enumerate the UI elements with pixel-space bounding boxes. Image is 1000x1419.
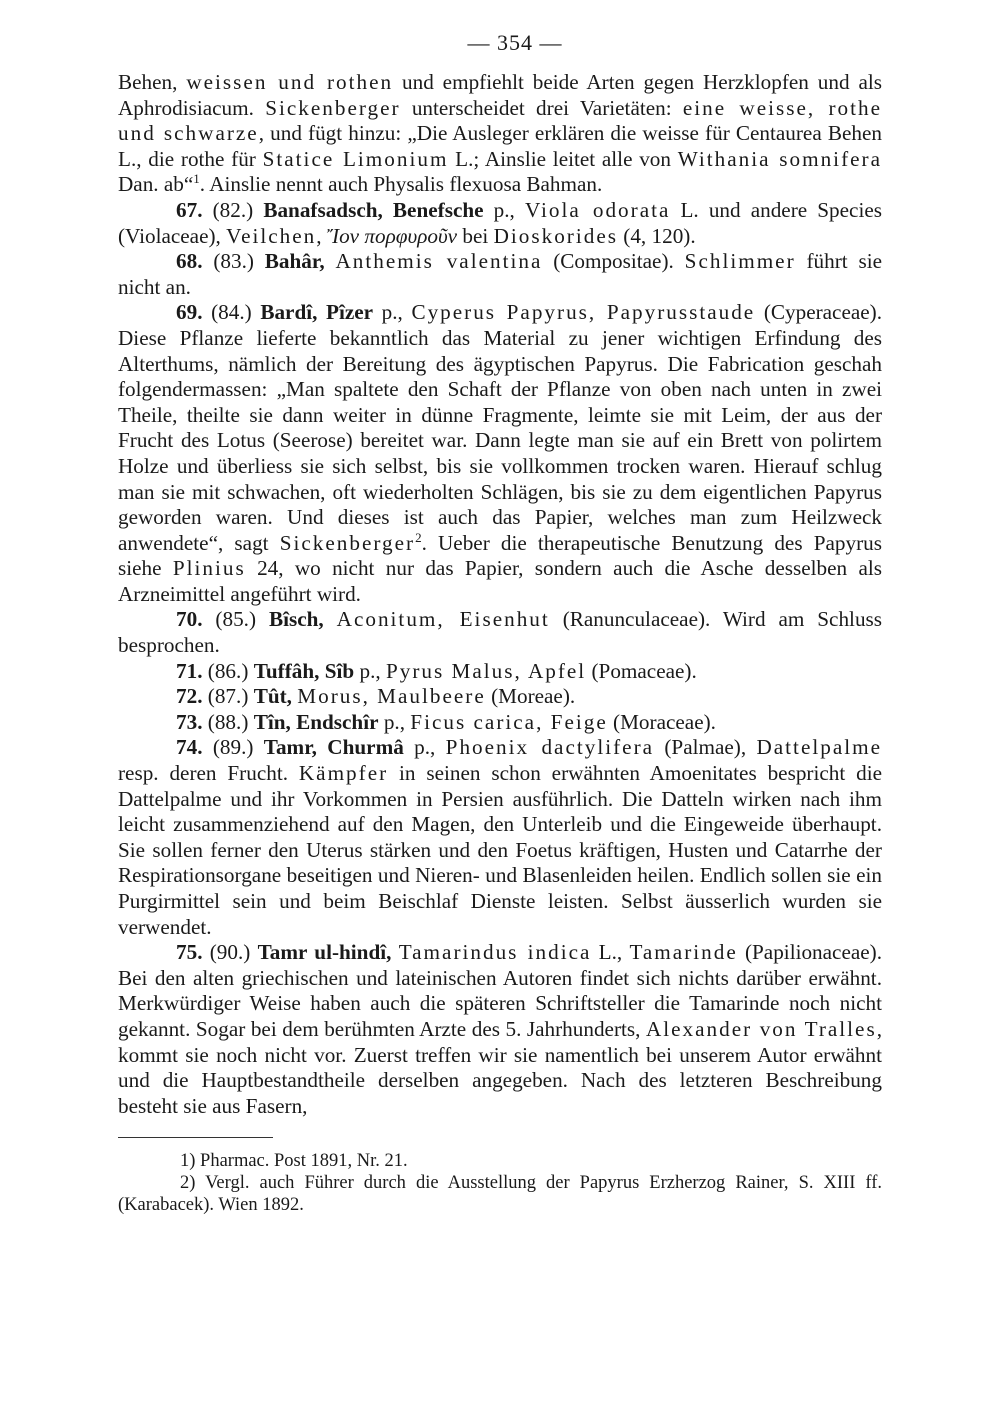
entry-number: 73. bbox=[176, 709, 203, 734]
text-run: (Papilionaceae). Bei den alten griechischen und lateinischen Autoren findet sich nichts darüber erwähnt. Merkwürdiger Weise haben auch die späteren Schriftsteller die Tamarinde noch nicht gekannt. Sogar bei dem berühmten Arzte des 5. Jahrhunderts, bbox=[118, 940, 883, 1041]
author-name: Kämpfer bbox=[298, 761, 389, 786]
entry-number: 67. bbox=[176, 197, 203, 222]
spaced-text: Tamarindus indica bbox=[398, 940, 592, 965]
text-run: (Pomaceae). bbox=[586, 658, 697, 683]
entry-headword: Tût, bbox=[253, 684, 292, 709]
entry-headword: Tuffâh, Sîb bbox=[253, 658, 355, 683]
entry-ref: (87.) bbox=[207, 684, 249, 709]
entry-68 bbox=[118, 249, 882, 300]
text-run: p., bbox=[378, 709, 411, 734]
entry-74 bbox=[118, 735, 882, 940]
text-run: (Cyperaceae). Diese Pflanze lieferte bekanntlich das Material zu jener wichtigen Erfindung des Alterthums, nämlich der Bereitung des ägyptischen Papyrus. Die Fabrication geschah folgendermassen: „Man spaltete den Schaft der Pflanze von oben nach unten in zwei Theile, theilte sie dann weiter in dünne Fragmente, leimte sie mit Leim, der aus der Frucht des Lotus (Seerose) bereitet war. Dann legte man sie auf ein Brett von polirtem Holze und überliess sie sich selbst, bis sie vollkommen trocken waren. Hierauf schlug man sie mit schwachen, oft wiederholten Schlägen, bis sie zu dem eigentlichen Papyrus geworden waren. Und dieses ist auch das Papier, welches man zum Heilzweck anwendete“, sagt bbox=[118, 300, 883, 555]
spaced-text: Statice Limonium bbox=[262, 146, 449, 171]
text-run: Ueber die therapeutische Benutzung des Papyrus siehe bbox=[118, 530, 882, 581]
spaced-text: Ficus carica, Feige bbox=[410, 709, 608, 734]
text-run: bei bbox=[457, 223, 494, 248]
spaced-text: Aconitum, Eisenhut bbox=[336, 607, 550, 632]
entry-headword: Banafsadsch, Benefsche bbox=[263, 197, 484, 222]
text-run: (Ranunculaceae). Wird am Schluss besprochen. bbox=[118, 607, 883, 658]
entry-number: 74. bbox=[176, 735, 203, 760]
spaced-text: Viola odorata bbox=[524, 197, 671, 222]
text-run: L. und andere Species (Violaceae), bbox=[118, 197, 882, 248]
author-name: Schlimmer bbox=[684, 249, 796, 274]
footnote-1: 1) Pharmac. Post 1891, Nr. 21. bbox=[180, 1151, 408, 1172]
spaced-text: Anthemis valentina bbox=[335, 249, 543, 274]
text-run: (Compositae). bbox=[542, 249, 685, 274]
entry-number: 68. bbox=[176, 249, 203, 274]
entry-67 bbox=[118, 198, 882, 249]
entry-ref: (89.) bbox=[212, 735, 254, 760]
entry-ref: (88.) bbox=[207, 709, 249, 734]
entry-ref: (90.) bbox=[209, 940, 251, 965]
text-run: resp. deren Frucht. bbox=[118, 761, 299, 786]
entry-number: 72. bbox=[176, 684, 203, 709]
entry-headword: Bardî, Pîzer bbox=[260, 300, 374, 325]
spaced-text: Pyrus Malus, Apfel bbox=[385, 658, 587, 683]
entry-headword: Bîsch, bbox=[268, 607, 324, 632]
entry-ref: (84.) bbox=[211, 300, 252, 325]
spaced-text: Cyperus Papyrus, Papyrusstaude bbox=[411, 300, 756, 325]
text-run bbox=[324, 607, 337, 631]
text-run bbox=[391, 940, 398, 964]
author-name: Sickenberger bbox=[279, 530, 416, 555]
spaced-text: Tamarinde bbox=[629, 940, 738, 965]
entry-number: 70. bbox=[176, 607, 203, 632]
entry-headword: Bahâr, bbox=[264, 249, 325, 274]
text-run: . Ainslie nennt auch Physalis flexuosa Bahman. bbox=[199, 172, 603, 197]
text-run: p., bbox=[483, 197, 525, 222]
author-name: Plinius bbox=[172, 556, 246, 581]
spaced-text: Morus, Maulbeere bbox=[297, 684, 486, 709]
greek-text: Ἴον πορφυροῦν bbox=[326, 223, 458, 248]
spaced-text: eine weisse, rothe und schwarze bbox=[118, 95, 882, 146]
text-run: . bbox=[421, 530, 427, 555]
text-run: Dan. ab“ bbox=[118, 172, 194, 197]
text-run: Behen, bbox=[118, 70, 187, 94]
footnote-2: 2) Vergl. auch Führer durch die Ausstellung der Papyrus Erzherzog Rainer, S. XIII ff. (Karabacek). Wien 1892. bbox=[118, 1173, 882, 1216]
text-run: (Palmae), bbox=[654, 735, 757, 760]
text-run: p., bbox=[403, 735, 446, 760]
footnote-divider bbox=[118, 1137, 273, 1138]
entry-headword: Tamr, Churmâ bbox=[263, 735, 404, 760]
text-run: L.; Ainslie leitet alle von bbox=[448, 146, 678, 171]
entry-ref: (83.) bbox=[213, 249, 254, 274]
footnote-marker: 1 bbox=[193, 171, 200, 187]
footnotes bbox=[118, 1150, 882, 1216]
text-run: und empfiehlt beide Arten gegen Herzklopfen und als Aphrodisiacum. bbox=[118, 70, 882, 120]
spaced-text: Phoenix dactylifera bbox=[445, 735, 655, 760]
entry-71 bbox=[118, 659, 882, 685]
entry-72 bbox=[118, 684, 882, 710]
author-name: Alexander von Tralles bbox=[645, 1016, 877, 1041]
footnote-marker: 2 bbox=[415, 529, 422, 545]
author-name: Dioskorides bbox=[493, 223, 618, 248]
entry-ref: (82.) bbox=[212, 197, 254, 222]
main-text bbox=[118, 70, 882, 1119]
text-run: p., bbox=[373, 300, 412, 325]
text-run: in seinen schon erwähnten Amoenitates bespricht die Dattelpalme und ihr Vorkommen in Persien ausführlich. Die Datteln wirken nach ihm leicht zusammenziehend auf den Magen, den Unterleib und die Eingeweide überhaupt. Sie sollen ferner den Uterus stärken und den Foetus kräftigen, Husten und Catarrhe der Respirationsorgane beseitigen und Nieren- und Blasenleiden heilen. Endlich sollen sie ein Purgirmittel sein und beim Beischlaf Dienste leisten. Selbst äusserlich wurden sie verwendet. bbox=[118, 761, 882, 939]
entry-headword: Tîn, Endschîr bbox=[253, 709, 379, 734]
intro-paragraph bbox=[118, 70, 882, 198]
page-number: — 354 — bbox=[467, 30, 563, 55]
text-run: L., bbox=[591, 940, 630, 965]
text-run: führt sie nicht an. bbox=[118, 249, 883, 299]
entry-ref: (86.) bbox=[207, 658, 249, 683]
text-run: , und fügt hinzu: „Die Ausleger erklären die weisse für Centaurea Behen L., die rothe für bbox=[118, 121, 882, 171]
entry-69 bbox=[118, 300, 882, 607]
text-run: unterscheidet drei Varietäten: bbox=[400, 95, 683, 120]
entry-headword: Tamr ul-hindî, bbox=[257, 940, 392, 965]
entry-73 bbox=[118, 710, 882, 736]
text-run: (4, 120). bbox=[617, 223, 696, 248]
spaced-text: Veilchen bbox=[226, 223, 317, 248]
entry-ref: (85.) bbox=[215, 607, 257, 632]
entry-75 bbox=[118, 940, 882, 1119]
author-name: Sickenberger bbox=[265, 95, 401, 120]
text-run bbox=[325, 249, 336, 273]
spaced-text: Withania somnifera bbox=[677, 146, 882, 171]
entry-number: 69. bbox=[176, 300, 203, 325]
text-run: 24, wo nicht nur das Papier, sondern auch die Asche desselben als Arzneimittel angeführt wird. bbox=[118, 556, 882, 606]
text-run: (Moreae). bbox=[485, 684, 576, 709]
spaced-text: Dattelpalme bbox=[756, 735, 883, 760]
entry-number: 75. bbox=[176, 940, 203, 965]
text-run: p., bbox=[354, 658, 386, 683]
entry-70 bbox=[118, 607, 882, 658]
text-run: (Moraceae). bbox=[607, 709, 716, 734]
text-run: , kommt sie noch nicht vor. Zuerst treffen wir sie namentlich bei unserem Autor erwähnt und die Hauptbestandtheile derselben angegeben. Nach des letzteren Beschreibung besteht sie aus Fasern, bbox=[118, 1016, 883, 1118]
page bbox=[118, 30, 882, 1216]
entry-number: 71. bbox=[176, 658, 203, 683]
spaced-text: weissen und rothen bbox=[186, 70, 394, 94]
text-run: , bbox=[316, 223, 327, 248]
